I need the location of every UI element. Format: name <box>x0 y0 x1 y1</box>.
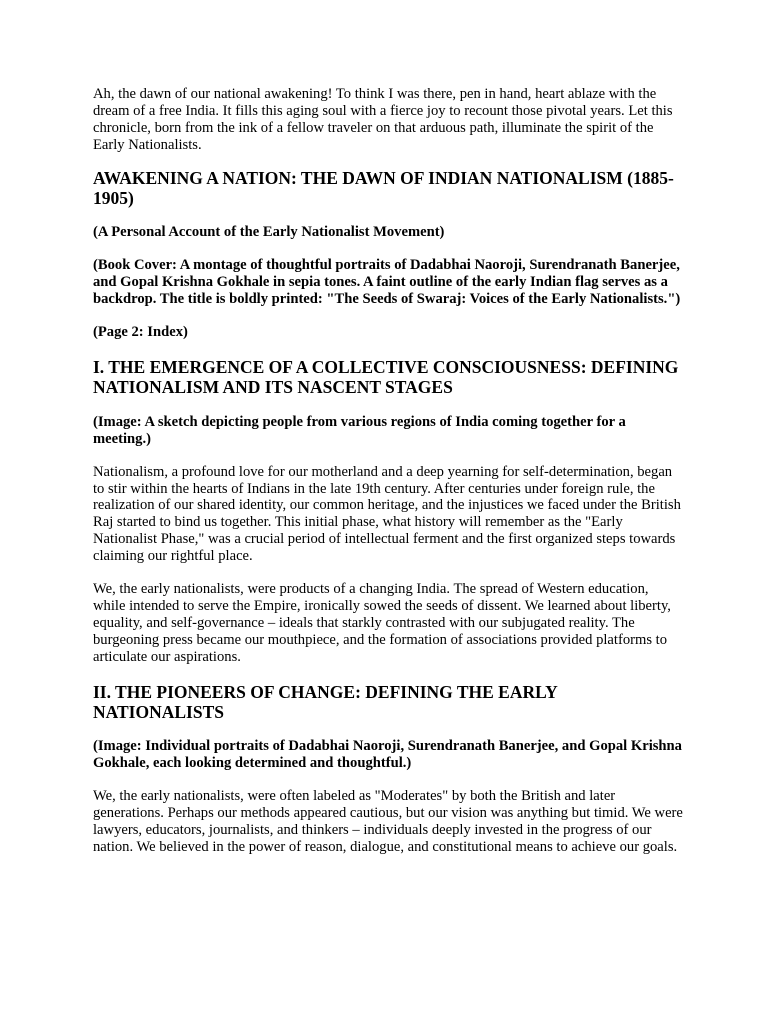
document-title: AWAKENING A NATION: THE DAWN OF INDIAN NATIONALISM (1885-1905) <box>93 167 674 209</box>
section-1-paragraph-2: We, the early nationalists, were products of a changing India. The spread of Western education, while intended to serve the Empire, ironically sowed the seeds of dissent. We learned about liberty, equality, and self-governance – ideals that starkly contrasted with our subjugated reality. The burgeoning press became our mouthpiece, and the formation of associations provided platforms to articulate our aspirations. <box>93 581 671 665</box>
section-2-image-note: (Image: Individual portraits of Dadabhai Naoroji, Surendranath Banerjee, and Gopal Krishna Gokhale, each looking determined and thoughtful.) <box>93 738 682 772</box>
book-cover-note: (Book Cover: A montage of thoughtful portraits of Dadabhai Naoroji, Surendranath Banerjee, and Gopal Krishna Gokhale in sepia tones. A faint outline of the early Indian flag serves as a backdrop. The title is boldly printed: "The Seeds of Swaraj: Voices of the Early Nationalists.") <box>93 257 681 308</box>
section-1-paragraph-1: Nationalism, a profound love for our motherland and a deep yearning for self-determination, began to stir within the hearts of Indians in the late 19th century. After centuries under foreign rule, the realization of our shared identity, our common heritage, and the injustices we faced under the British Raj started to bind us together. This initial phase, what history will remember as the "Early Nationalist Phase," was a crucial period of intellectual ferment and the first organized steps towards claiming our rightful place. <box>93 463 681 565</box>
section-2-heading: II. THE PIONEERS OF CHANGE: DEFINING THE EARLY NATIONALISTS <box>93 681 558 722</box>
intro-paragraph: Ah, the dawn of our national awakening! To think I was there, pen in hand, heart ablaze with the dream of a free India. It fills this aging soul with a fierce joy to recount those pivotal years. Let this chronicle, born from the ink of a fellow traveler on that arduous path, illuminate the spirit of the Early Nationalists. <box>93 86 673 153</box>
page-index-note: (Page 2: Index) <box>93 324 188 341</box>
section-1-heading: I. THE EMERGENCE OF A COLLECTIVE CONSCIOUSNESS: DEFINING NATIONALISM AND ITS NASCENT STAGES <box>93 356 679 398</box>
document-page <box>93 86 683 872</box>
section-1-image-note: (Image: A sketch depicting people from various regions of India coming together for a meeting.) <box>93 413 626 447</box>
section-2-paragraph-1: We, the early nationalists, were often labeled as "Moderates" by both the British and later generations. Perhaps our methods appeared cautious, but our vision was anything but timid. We were lawyers, educators, journalists, and thinkers – individuals deeply invested in the progress of our nation. We believed in the power of reason, dialogue, and constitutional means to achieve our goals. <box>93 788 683 855</box>
document-subtitle: (A Personal Account of the Early Nationalist Movement) <box>93 224 445 241</box>
